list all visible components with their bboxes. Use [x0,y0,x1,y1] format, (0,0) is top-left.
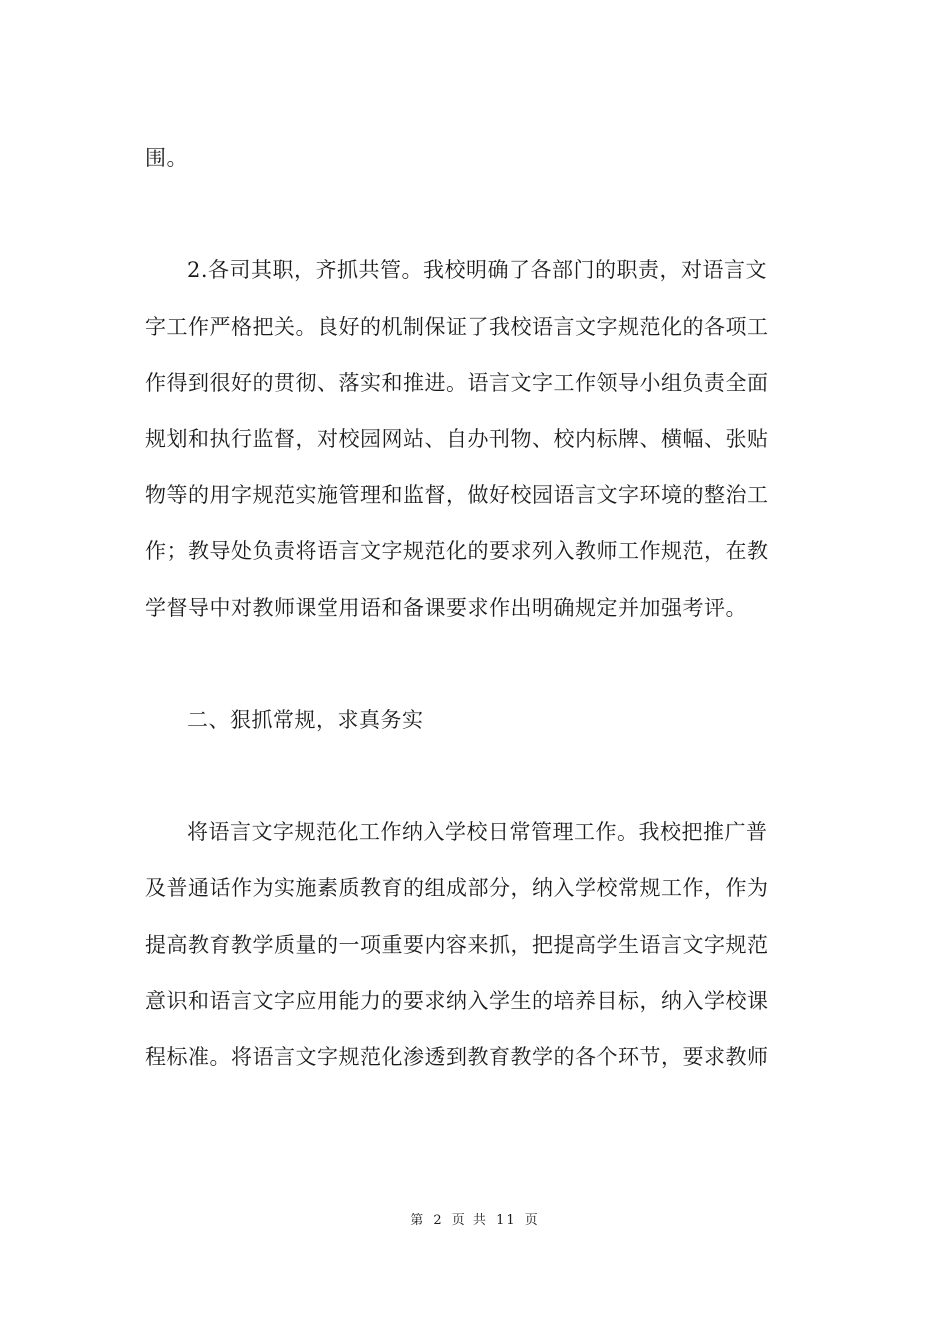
blank-line [145,636,810,692]
footer-prefix: 第 [410,1213,426,1228]
text-line: 学督导中对教师课堂用语和备课要求作出明确规定并加强考评。 [145,595,747,620]
blank-line [145,748,810,804]
total-page-count: 11 [496,1213,517,1228]
text-line: 提高教育教学质量的一项重要内容来抓，把提高学生语言文字规范 [145,932,769,957]
text-line: 规划和执行监督，对校园网站、自办刊物、校内标牌、横幅、张贴 [145,426,769,451]
footer-middle: 页 共 [451,1213,488,1228]
paragraph-start: 将语言文字规范化工作纳入学校日常管理工作。我校把推广普 [187,820,768,845]
footer-suffix: 页 [524,1213,540,1228]
paragraph-start: 2.各司其职，齐抓共管。我校明确了各部门的职责，对语言文 [187,258,768,283]
text-line: 物等的用字规范实施管理和监督，做好校园语言文字环境的整治工 [145,483,769,508]
text-line: 字工作严格把关。良好的机制保证了我校语言文字规范化的各项工 [145,314,769,339]
text-line: 作；教导处负责将语言文字规范化的要求列入教师工作规范，在教 [145,539,769,564]
text-line: 围。 [145,146,188,170]
text-line: 作得到很好的贯彻、落实和推进。语言文字工作领导小组负责全面 [145,370,769,395]
text-line: 及普通话作为实施素质教育的组成部分，纳入学校常规工作，作为 [145,876,769,901]
document-body [145,130,810,1085]
current-page-number: 2 [433,1213,444,1228]
blank-line [145,186,810,242]
section-heading: 二、狠抓常规，求真务实 [187,707,424,732]
page-footer [0,1209,950,1228]
text-line: 程标准。将语言文字规范化渗透到教育教学的各个环节，要求教师 [145,1045,769,1069]
text-line: 意识和语言文字应用能力的要求纳入学生的培养目标，纳入学校课 [145,988,769,1013]
